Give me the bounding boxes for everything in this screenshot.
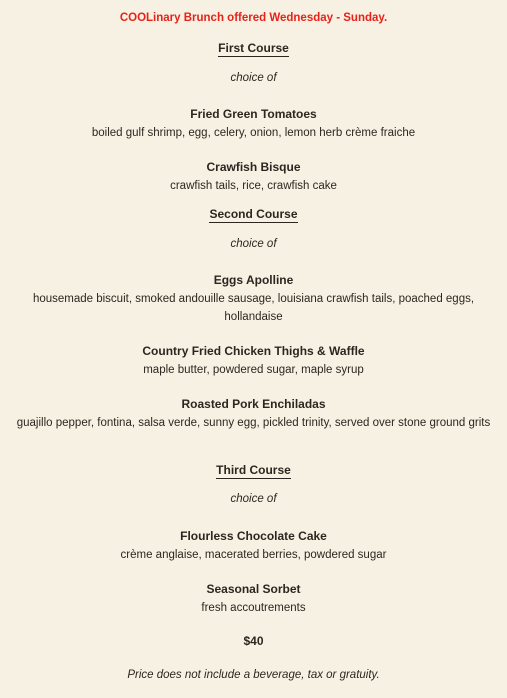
dish-description: crawfish tails, rice, crawfish cake <box>170 180 337 192</box>
dish-name: Roasted Pork Enchiladas <box>181 397 326 411</box>
dish-description: housemade biscuit, smoked andouille sausage, louisiana crawfish tails, poached eggs, hollandaise <box>32 293 475 323</box>
dish-description: guajillo pepper, fontina, salsa verde, sunny egg, pickled trinity, served over stone ground grits <box>16 417 491 429</box>
brunch-notice: COOLinary Brunch offered Wednesday - Sunday. <box>119 12 388 24</box>
dish-description: crème anglaise, macerated berries, powdered sugar <box>120 549 387 561</box>
course-heading-third <box>0 462 507 478</box>
dish-description: fresh accoutrements <box>201 602 306 614</box>
dish-name: Flourless Chocolate Cake <box>180 529 327 543</box>
dish-flourless-chocolate-cake <box>0 528 507 564</box>
dish-description: maple butter, powdered sugar, maple syrup <box>143 364 364 376</box>
choice-of-third: choice of <box>230 493 277 505</box>
course-heading-label: Third Course <box>216 463 291 477</box>
dish-crawfish-bisque <box>0 159 507 195</box>
choice-of-first: choice of <box>230 72 277 84</box>
dish-eggs-apolline <box>0 272 507 326</box>
menu-price: $40 <box>243 634 264 648</box>
price-disclaimer: Price does not include a beverage, tax or gratuity. <box>127 669 380 681</box>
dish-roasted-pork-enchiladas <box>0 396 507 432</box>
dish-name: Country Fried Chicken Thighs & Waffle <box>142 344 365 358</box>
dish-description: boiled gulf shrimp, egg, celery, onion, lemon herb crème fraiche <box>91 127 416 139</box>
dish-name: Eggs Apolline <box>213 273 294 287</box>
choice-of-second: choice of <box>230 238 277 250</box>
course-heading-first <box>0 40 507 56</box>
dish-country-fried-chicken <box>0 343 507 379</box>
dish-name: Seasonal Sorbet <box>206 582 301 596</box>
dish-name: Fried Green Tomatoes <box>190 107 317 121</box>
course-heading-second <box>0 206 507 222</box>
course-heading-label: Second Course <box>209 207 298 221</box>
dish-fried-green-tomatoes <box>0 106 507 142</box>
dish-name: Crawfish Bisque <box>206 160 301 174</box>
dish-seasonal-sorbet <box>0 581 507 617</box>
course-heading-label: First Course <box>218 41 289 55</box>
